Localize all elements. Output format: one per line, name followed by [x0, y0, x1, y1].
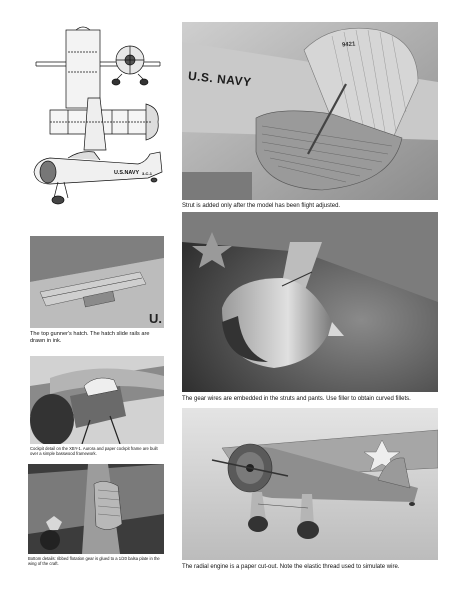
three-view-drawing — [28, 22, 168, 210]
hatch-photo-art — [30, 236, 164, 328]
engine-photo-art — [182, 408, 438, 560]
caption-cockpit: Cockpit detail on the XBY-1. Aurora and paper cockpit frame are built over a simple basswood framework. — [30, 446, 158, 456]
photo-bottom-details — [28, 464, 164, 554]
photo-radial-engine — [182, 408, 438, 560]
caption-bottom: Bottom details: ribbed flotation gear is glued to a 1/20 balsa plate in the wing of the craft. — [28, 556, 160, 566]
tail-photo-art — [182, 22, 438, 200]
tail-navy-marking: U.S. NAVY — [187, 68, 253, 90]
gear-photo-art — [182, 212, 438, 392]
front-view — [36, 27, 160, 108]
caption-gear: The gear wires are embedded in the struts and pants. Use filler to obtain curved fillets. — [182, 396, 411, 402]
photo-cockpit — [30, 356, 164, 444]
caption-engine: The radial engine is a paper cut-out. Note the elastic thread used to simulate wire. — [182, 564, 400, 570]
bottom-photo-art — [28, 464, 164, 554]
hatch-marking: U. — [149, 311, 162, 326]
caption-hatch: The top gunner's hatch. The hatch slide rails are drawn in ink. — [30, 331, 150, 344]
rudder-number: 9421 — [341, 41, 356, 49]
side-view — [34, 152, 162, 204]
photo-tail-surfaces — [182, 22, 438, 200]
fuselage-code-text: 3-C-1 — [142, 171, 153, 176]
aircraft-drawing-svg — [28, 22, 168, 210]
photo-gunner-hatch — [30, 236, 164, 328]
caption-tail: Strut is added only after the model has been flight adjusted. — [182, 203, 341, 209]
fuselage-marking-text: U.S.NAVY — [114, 170, 140, 176]
photo-landing-gear — [182, 212, 438, 392]
cockpit-photo-art — [30, 356, 164, 444]
